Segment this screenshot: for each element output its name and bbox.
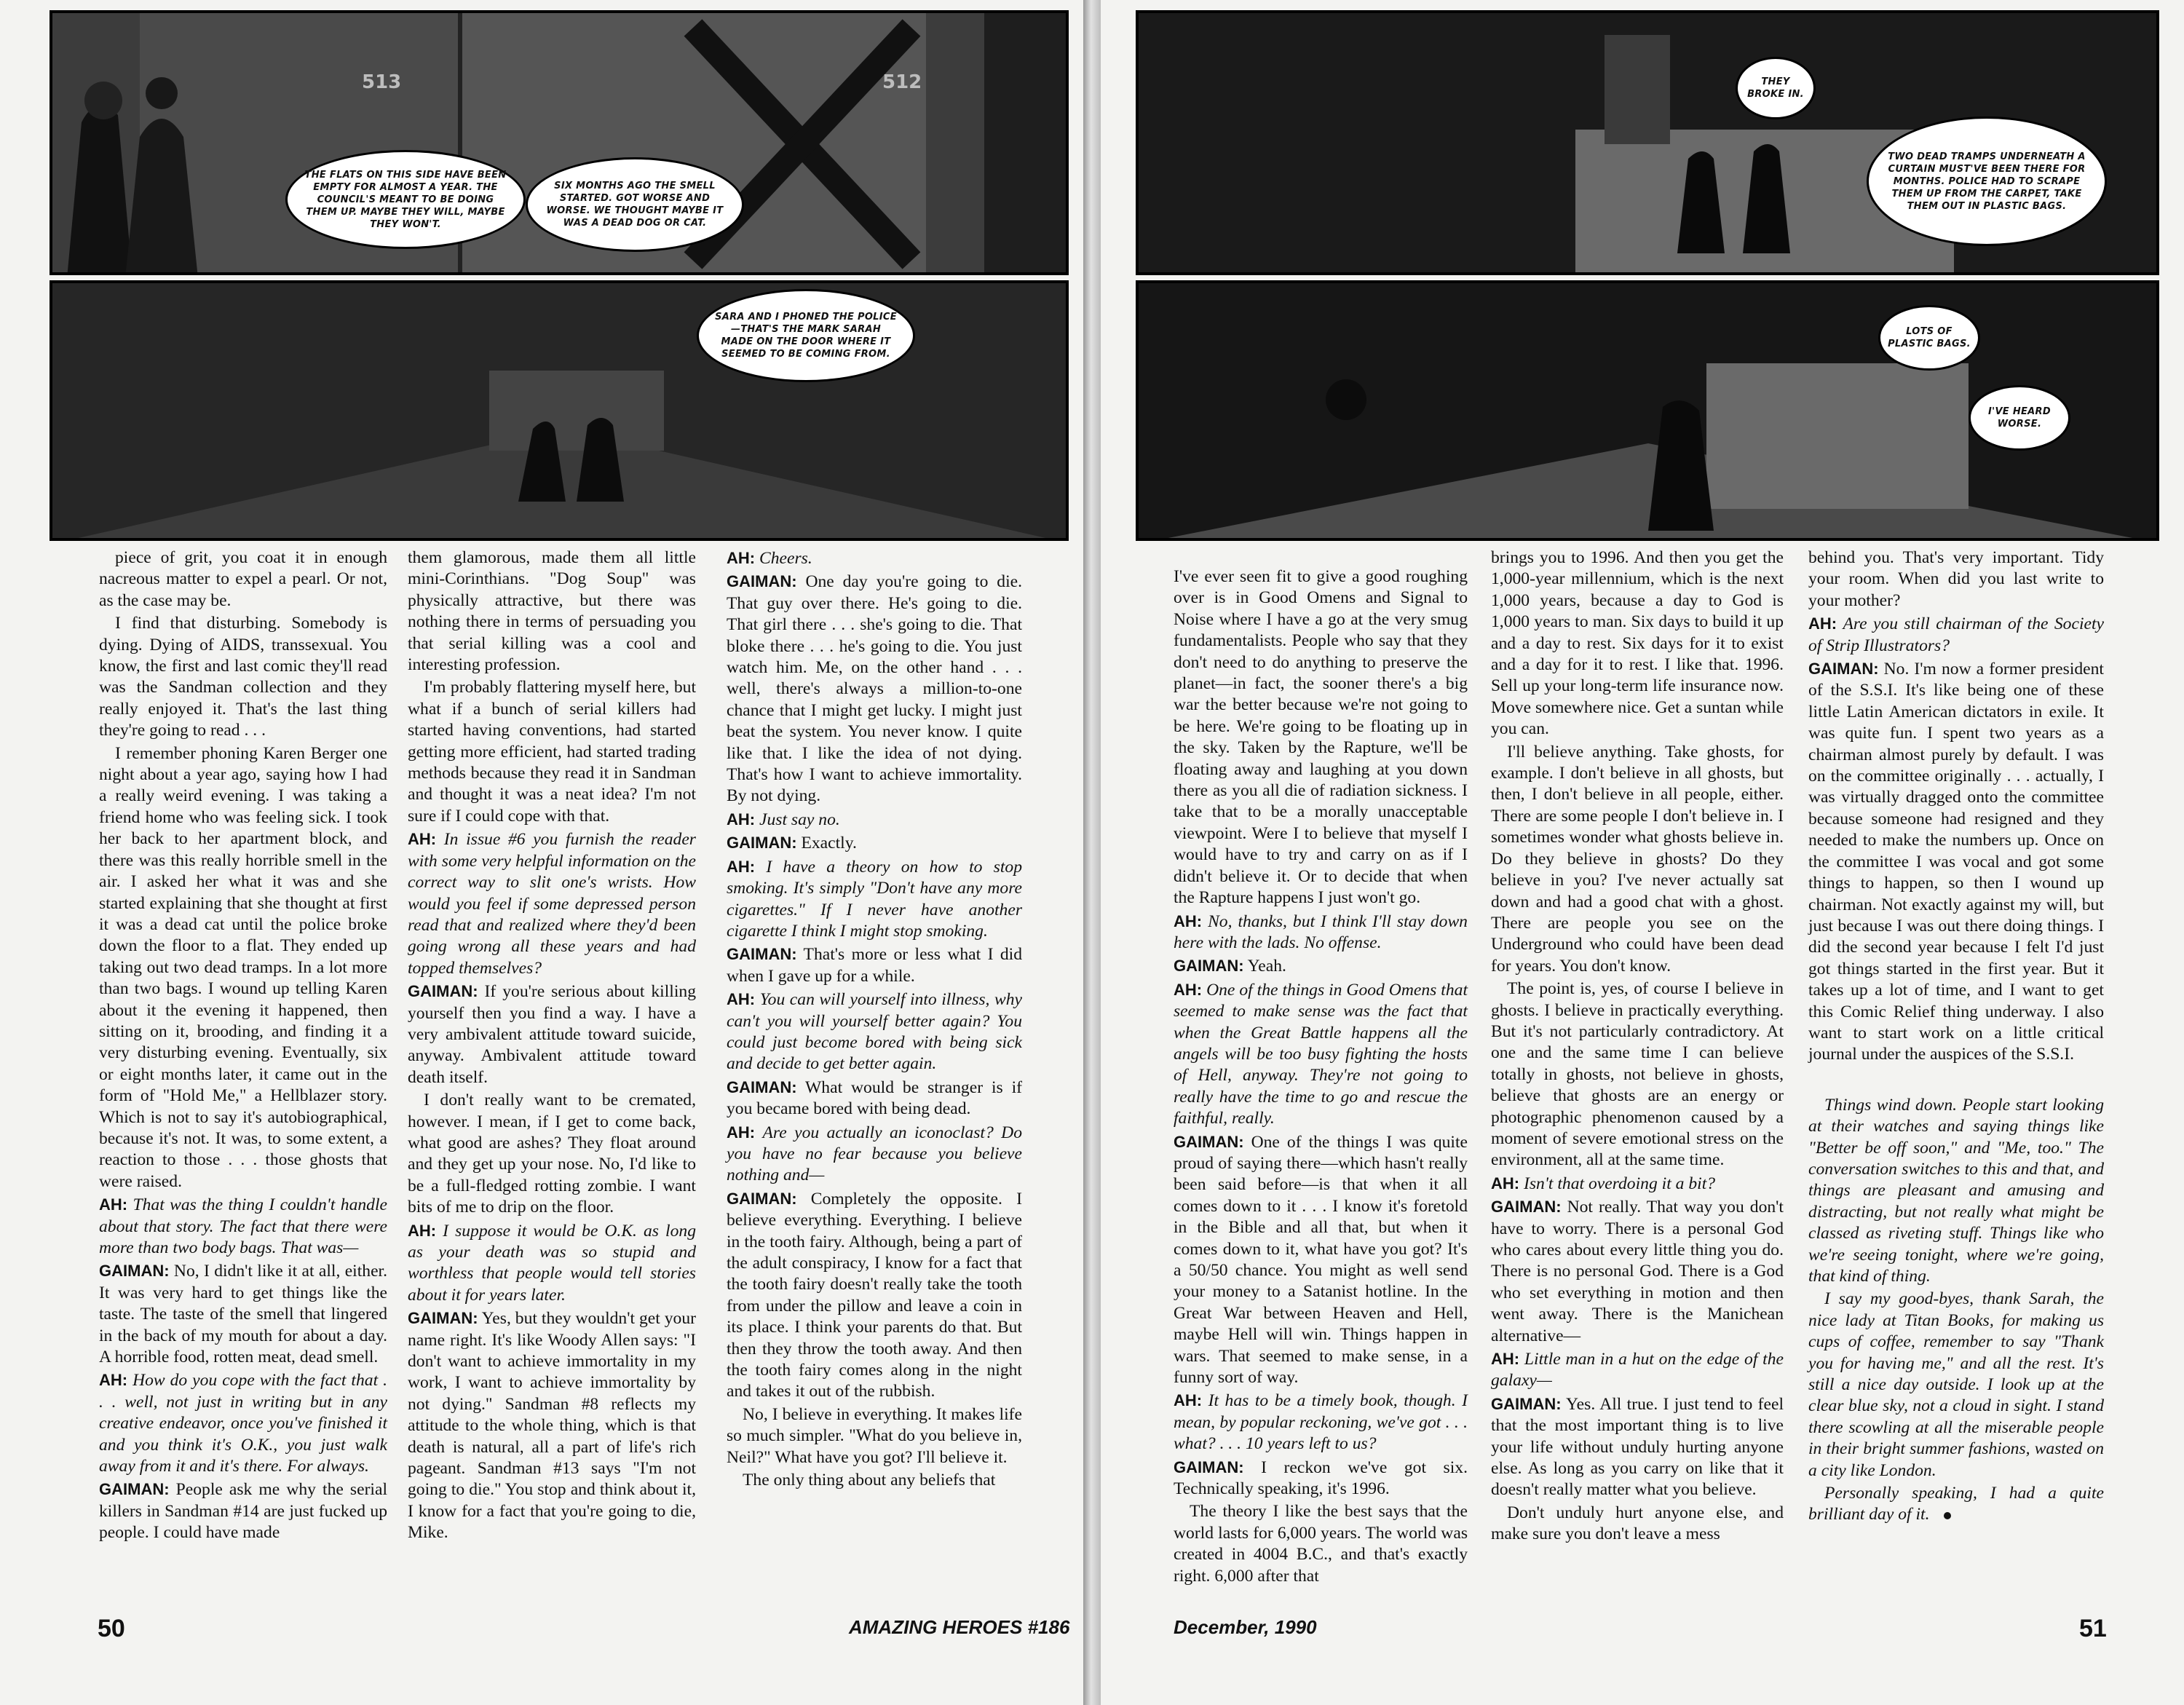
- paragraph-text: I reckon we've got six. Technically speaking, it's 1996.: [1174, 1457, 1468, 1499]
- paragraph-text: No, I didn't like it at all, either. It was very hard to get things like the taste. The taste of the smell that lingered in the back of my mouth for about a day. A horrible food, rotten meat, dead smell.: [99, 1262, 387, 1367]
- paragraph: [727, 547, 1022, 569]
- paragraph: [1808, 613, 2104, 657]
- paragraph-text: brings you to 1996. And then you get the 1,000-year millennium, which is the next 1,000 years, because a day to God is 1,000 years to man. Six days to build it up and a day to rest. Six days for it to exist and a day for it to rest. I like that. 1996. Sell up your long-term life insurance now. Move somewhere nice. Get a suntan while you can.: [1491, 548, 1784, 739]
- paragraph: [727, 944, 1022, 987]
- paragraph-text: The point is, yes, of course I believe in ghosts. I believe in practically everything. But it's not particularly contradictory. At one and the same time I can believe totally in ghosts, not believe in ghosts, believe that ghosts are an energy or photographic phenomenon caused by a moment of severe emotional stress on the environment, all at the same time.: [1491, 979, 1784, 1170]
- paragraph-text: Personally speaking, I had a quite brilliant day of it.: [1808, 1484, 2104, 1524]
- paragraph: [99, 613, 387, 741]
- magazine-title: AMAZING HEROES #186: [849, 1616, 1070, 1638]
- speaker-label: GAIMAN:: [727, 1189, 797, 1208]
- paragraph: [99, 1479, 387, 1543]
- paragraph-text: Isn't that overdoing it a bit?: [1524, 1174, 1716, 1193]
- paragraph: [1174, 1501, 1468, 1587]
- paragraph: [1491, 547, 1784, 740]
- paragraph: [1808, 1095, 2104, 1288]
- paragraph: [1808, 658, 2104, 1066]
- paragraph-text: I find that disturbing. Somebody is dying. Dying of AIDS, transsexual. You know, the first and last comic they'll read was the Sandman collection and they really enjoyed it. That's the last thing they're going to read . . .: [99, 614, 387, 740]
- paragraph-text: It has to be a timely book, though. I mean, by popular reckoning, we've got . . . what? . . . 10 years left to us?: [1174, 1391, 1468, 1454]
- paragraph-text: You can will yourself into illness, why can't you will yourself better again? You could just become bored with being sick and decide to get better again.: [727, 990, 1023, 1074]
- paragraph: [727, 1077, 1022, 1120]
- paragraph: [727, 832, 1022, 854]
- paragraph: [99, 743, 387, 1193]
- paragraph-text: No, thanks, but I think I'll stay down here with the lads. No offense.: [1174, 911, 1468, 952]
- speaker-label: GAIMAN:: [1491, 1394, 1562, 1413]
- speaker-label: GAIMAN:: [1174, 1132, 1244, 1151]
- paragraph: [1491, 978, 1784, 1171]
- paragraph: [1491, 1348, 1784, 1392]
- paragraph-text: I don't really want to be cremated, however. I mean, if I get to come back, what good are ashes? They float around and they get up your nose. No, I'd like to be a full-fledged rotting zombie. I want bits of me to drip on the floor.: [408, 1091, 696, 1217]
- column-5: [1491, 547, 1784, 1547]
- paragraph: [408, 1220, 696, 1307]
- paragraph: [1808, 1483, 2104, 1526]
- paragraph-text: I've ever seen fit to give a good roughing over is in Good Omens and Signal to Noise where I have a go at the very smug fundamentalists. People who say that they don't need to do anything to preserve the planet—in fact, the sooner there's a big war the better because we're not going to be here. We're going to be floating up in the sky. Taken by the Rapture, we'll be floating away and laughing at you down there as you all die of radiation sickness. I take that to be a morally unacceptable viewpoint. Were I to believe that myself I would have to try and carry on as if I didn't believe it. Or to decide that when the Rapture happens I just won't go.: [1174, 567, 1468, 908]
- paragraph-text: What would be stranger is if you became bored with being dead.: [727, 1077, 1022, 1119]
- column-4: [1174, 566, 1468, 1589]
- paragraph-text: Don't unduly hurt anyone else, and make sure you don't leave a mess: [1491, 1503, 1784, 1544]
- paragraph-text: I suppose it would be O.K. as long as your death was so stupid and worthless that people would tell stories about it for years later.: [408, 1221, 696, 1305]
- paragraph: [1491, 1196, 1784, 1347]
- comic-panel-2: [50, 280, 1069, 541]
- speaker-label: GAIMAN:: [99, 1262, 170, 1281]
- paragraph-text: If you're serious about killing yourself then you find a way. I have a very ambivalent attitude toward suicide, anyway. Ambivalent attitude toward death itself.: [408, 982, 696, 1087]
- paragraph-text: behind you. That's very important. Tidy your room. When did you last write to your mother?: [1808, 548, 2104, 610]
- paragraph-text: Just say no.: [759, 810, 840, 829]
- speaker-label: AH:: [727, 1123, 756, 1142]
- paragraph-text: That's more or less what I did when I gave up for a while.: [727, 945, 1022, 986]
- speaker-label: AH:: [1174, 1391, 1203, 1410]
- speaker-label: AH:: [408, 830, 437, 849]
- paragraph-text: Little man in a hut on the edge of the galaxy—: [1491, 1350, 1784, 1390]
- paragraph-text: Yes, but they wouldn't get your name right. It's like Woody Allen says: "I don't want to achieve immortality in my work, I want to achieve immortality by not dying." Sandman #8 reflects my attitude to the whole thing, which is that death is natural, all a part of life's rich pageant. Sandman #13 says "I'm not going to die." You stop and think about it, I know for a fact that you're going to die, Mike.: [408, 1309, 696, 1543]
- column-6: [1808, 547, 2104, 1527]
- speech-balloon-4: THEY BROKE IN.: [1736, 57, 1816, 119]
- paragraph: [408, 981, 696, 1088]
- right-page: [1101, 0, 2184, 1705]
- paragraph: [727, 1122, 1022, 1187]
- speaker-label: GAIMAN:: [727, 1077, 797, 1096]
- paragraph: [727, 1188, 1022, 1403]
- paragraph: [727, 989, 1022, 1075]
- speaker-label: GAIMAN:: [1174, 957, 1244, 976]
- column-2: [408, 547, 696, 1546]
- speaker-label: GAIMAN:: [99, 1480, 170, 1499]
- paragraph-text: I say my good-byes, thank Sarah, the nice lady at Titan Books, for making us cups of coffee, remember to say "Thank you for having me," and all the rest. It's still a nice day outside. I look up at the clear blue sky, not a cloud in sight. I stand there scowling at all the miserable people in their bright summer fashions, wasted on a city like London.: [1808, 1289, 2104, 1480]
- paragraph-text: Yeah.: [1247, 957, 1286, 976]
- paragraph: [1174, 1390, 1468, 1455]
- speaker-label: GAIMAN:: [1174, 1457, 1244, 1476]
- speaker-label: AH:: [727, 990, 756, 1009]
- column-1: [99, 547, 387, 1546]
- speaker-label: GAIMAN:: [727, 572, 797, 591]
- page-number-left: 50: [98, 1615, 125, 1642]
- paragraph-text: The only thing about any beliefs that: [743, 1471, 996, 1490]
- paragraph-text: Things wind down. People start looking at their watches and saying things like "Better be off soon," and "Me, too." The conversation switches to this and that, and things are pleasant and amusing and distracting, but not really what might be classed as riveting stuff. Things like who we're seeing tonight, where we're going, that kind of thing.: [1808, 1095, 2104, 1286]
- paragraph-text: The theory I like the best says that the world lasts for 6,000 years. The world was created in 4004 B.C., and that's exactly right. 6,000 after that: [1174, 1502, 1468, 1586]
- paragraph: [1174, 1457, 1468, 1500]
- paragraph-text: One of the things in Good Omens that seemed to make sense was the fact that when the Great Battle happens all the angels will be too busy fighting the hosts of Hell, anyway. They're not going to really have the time to go and rescue the faithful, really.: [1174, 980, 1468, 1128]
- paragraph: [408, 1308, 696, 1543]
- comic-panel-3: [1136, 10, 2159, 275]
- paragraph-text: In issue #6 you furnish the reader with some very helpful information on the correct way to slit one's wrists. How would you feel if some depressed person read that and realized where they'd been going wrong all these years and had topped themselves?: [408, 830, 696, 978]
- paragraph-text: Exactly.: [801, 834, 857, 853]
- speech-balloon-2: SIX MONTHS AGO THE SMELL STARTED. GOT WORSE AND WORSE. WE THOUGHT MAYBE IT WAS A DEAD DOG OR CAT.: [526, 157, 744, 252]
- speech-balloon-5: TWO DEAD TRAMPS UNDERNEATH A CURTAIN MUST'VE BEEN THERE FOR MONTHS. POLICE HAD TO SCRAPE THEM UP FROM THE CARPET, TAKE THEM OUT IN PLASTIC BAGS.: [1867, 116, 2107, 246]
- paragraph: [99, 1194, 387, 1259]
- paragraph: [727, 856, 1022, 943]
- paragraph-text: That was the thing I couldn't handle about that story. The fact that there were more than two body bags. That was—: [99, 1195, 387, 1257]
- panel-2-art: [52, 283, 1069, 541]
- paragraph: [1808, 1289, 2104, 1482]
- speaker-label: GAIMAN:: [408, 1309, 478, 1328]
- column-3: [727, 547, 1022, 1492]
- speaker-label: AH:: [1174, 911, 1203, 930]
- paragraph-text: One day you're going to die. That guy over there. He's going to die. That girl there . . . she's going to die. That bloke there . . . he's going to die. You just watch him. Me, on the other hand . . . well, there's always a million-to-one chance that I might get lucky. I might just beat the system. You never know. I quite like that. I like the idea of not dying. That's how I want to achieve immortality. By not dying.: [727, 572, 1022, 806]
- paragraph: [408, 1090, 696, 1218]
- paragraph: [727, 809, 1022, 831]
- paragraph-text: Cheers.: [759, 549, 812, 568]
- paragraph: [408, 547, 696, 676]
- paragraph: [1491, 742, 1784, 977]
- paragraph: [1491, 1173, 1784, 1195]
- paragraph: [99, 1260, 387, 1368]
- speech-balloon-6: LOTS OF PLASTIC BAGS.: [1878, 305, 1980, 371]
- paragraph-text: People ask me why the serial killers in Sandman #14 are just fucked up people. I could have made: [99, 1480, 388, 1543]
- speech-balloon-7: I'VE HEARD WORSE.: [1969, 385, 2070, 451]
- paragraph: [1174, 979, 1468, 1130]
- speaker-label: AH:: [1174, 980, 1203, 999]
- paragraph-text: How do you cope with the fact that . . . well, not just in writing but in any creative endeavor, once you've finished it and you think it's O.K., you just walk away from it and it's there. For always.: [99, 1371, 387, 1476]
- paragraph: [1174, 1131, 1468, 1389]
- page-gutter: [1083, 0, 1101, 1705]
- door-number-512: 512: [882, 71, 922, 93]
- end-mark-icon: [1944, 1512, 1951, 1519]
- comic-panel-1: [50, 10, 1069, 275]
- speaker-label: AH:: [1491, 1174, 1520, 1192]
- left-page: [0, 0, 1083, 1705]
- comic-panel-4: [1136, 280, 2159, 541]
- speaker-label: AH:: [727, 549, 756, 567]
- paragraph-text: Are you still chairman of the Society of Strip Illustrators?: [1808, 614, 2104, 655]
- speaker-label: GAIMAN:: [408, 982, 478, 1001]
- speech-balloon-3: SARA AND I PHONED THE POLICE—THAT'S THE MARK SARAH MADE ON THE DOOR WHERE IT SEEMED TO BE COMING FROM.: [697, 289, 915, 382]
- paragraph-text: them glamorous, made them all little mini-Corinthians. "Dog Soup" was physically attractive, but there was nothing there in terms of persuading you that serial killing was a cool and interesting profession.: [408, 548, 696, 675]
- paragraph-text: I'm probably flattering myself here, but what if a bunch of serial killers had started having conventions, had started getting more efficient, had started trading methods because they read it in Sandman and thought it was a neat idea? I'm not sure if I could cope with that.: [408, 678, 696, 826]
- paragraph: [1491, 1503, 1784, 1546]
- speaker-label: GAIMAN:: [1491, 1198, 1562, 1217]
- paragraph-text: No, I believe in everything. It makes life so much simpler. "What do you believe in, Neil?" What have you got? I'll believe it.: [727, 1404, 1022, 1467]
- paragraph: [1174, 955, 1468, 977]
- speaker-label: AH:: [99, 1371, 128, 1390]
- paragraph-text: I have a theory on how to stop smoking. It's simply "Don't have any more cigarettes." If I never have another cigarette I think I might stop smoking.: [727, 857, 1022, 941]
- paragraph-text: I'll believe anything. Take ghosts, for example. I don't believe in all ghosts, but then, I don't believe in all people, either. There are some people I don't believe in. I sometimes wonder what ghosts believe in. Do they believe in ghosts? Do they believe in you? I've never actually sat down and had a good chat with a ghost. There are people you see on the Underground who could have been dead for years. You don't know.: [1491, 742, 1784, 976]
- speaker-label: AH:: [408, 1221, 437, 1240]
- speaker-label: AH:: [99, 1195, 128, 1214]
- door-number-513: 513: [362, 71, 402, 93]
- paragraph-text: Yes. All true. I just tend to feel that the most important thing is to live your life without unduly hurting anyone else. As long as you carry on like that it doesn't really matter what you believe.: [1491, 1394, 1784, 1500]
- paragraph: [727, 1404, 1022, 1468]
- paragraph-text: Not really. That way you don't have to worry. There is a personal God who cares about every little thing you do. There is no personal God. There is a God who set everything in motion and then went away. There is the Manichean alternative—: [1491, 1198, 1784, 1345]
- speaker-label: AH:: [727, 810, 756, 828]
- paragraph-text: Are you actually an iconoclast? Do you have no fear because you believe nothing and—: [727, 1123, 1022, 1185]
- paragraph: [408, 828, 696, 979]
- paragraph-text: piece of grit, you coat it in enough nacreous matter to expel a pearl. Or not, as the case may be.: [99, 548, 387, 610]
- paragraph-text: I remember phoning Karen Berger one night about a year ago, saying how I had a really weird evening. I was taking a friend home who was feeling sick. I took her back to her apartment block, and there was this really horrible smell in the air. I asked her what it was and she started explaining that she thought at first it was a dead cat until the police broke down the floor to a flat. They ended up taking out two dead tramps. In a lot more than two bags. I wound up telling Karen about it the evening it happened, then sitting on it, brooding, and finding it a very disturbing evening. Eventually, six or eight months later, it came out in the form of "Hold Me," a Hellblazer story. Which is not to say it's autobiographical, because it's not. It was, to some extent, a reaction to those . . . those ghosts that were raised.: [99, 743, 387, 1191]
- paragraph: [1174, 911, 1468, 954]
- page-number-right: 51: [2079, 1615, 2107, 1642]
- speaker-label: GAIMAN:: [727, 834, 797, 852]
- speaker-label: GAIMAN:: [727, 945, 797, 964]
- issue-date: December, 1990: [1174, 1616, 1317, 1638]
- paragraph-text: Completely the opposite. I believe everything. Everything. I believe in the tooth fairy. Although, being a part of the adult conspiracy, I know for a fact that the tooth fairy doesn't really take the tooth from under the pillow and leave a coin in its place. I think your parents do that. But then they throw the tooth away. And then the tooth fairy comes along in the night and takes it out of the rubbish.: [727, 1189, 1022, 1401]
- paragraph-text: No. I'm now a former president of the S.S.I. It's like being one of these little Latin American dictators in exile. It was quite fun. I spent two years as a chairman almost purely by default. I was on the committee originally . . . actually, I was virtually dragged onto the committee because someone had resigned and they needed to make the numbers up. Once on the committee I was vocal and got some things to happen, so then I wound up chairman. Not exactly against my will, but just because I was out there doing things. I did the second year because I felt I'd just got things started in the first year. But it takes up a lot of time, and I want to get this Comic Relief thing underway. I also want to start work on a little critical journal under the auspices of the S.S.I.: [1808, 660, 2104, 1064]
- paragraph: [727, 1470, 1022, 1491]
- paragraph: [99, 1369, 387, 1477]
- speaker-label: AH:: [1808, 614, 1837, 633]
- paragraph: [1174, 566, 1468, 909]
- speaker-label: GAIMAN:: [1808, 660, 1879, 679]
- speaker-label: AH:: [1491, 1350, 1520, 1369]
- paragraph: [1491, 1393, 1784, 1501]
- paragraph: [727, 571, 1022, 807]
- paragraph: [408, 677, 696, 827]
- paragraph: [1808, 547, 2104, 612]
- paragraph: [99, 547, 387, 612]
- speech-balloon-1: THE FLATS ON THIS SIDE HAVE BEEN EMPTY FOR ALMOST A YEAR. THE COUNCIL'S MEANT TO BE DOING THEM UP. MAYBE THEY WILL, MAYBE THEY WON'T.: [285, 150, 526, 249]
- paragraph-text: One of the things I was quite proud of saying there—which hasn't really been said before—is that when it all comes down to it . . . I know it's foretold in the Bible and all that, but when it comes down to it, what have you got? It's a 50/50 chance. You might as well send your money to a Satanist hotline. In the Great War between Heaven and Hell, maybe Hell will win. Things happen in wars. That seemed to make sense, in a funny sort of way.: [1174, 1132, 1468, 1388]
- speaker-label: AH:: [727, 857, 756, 876]
